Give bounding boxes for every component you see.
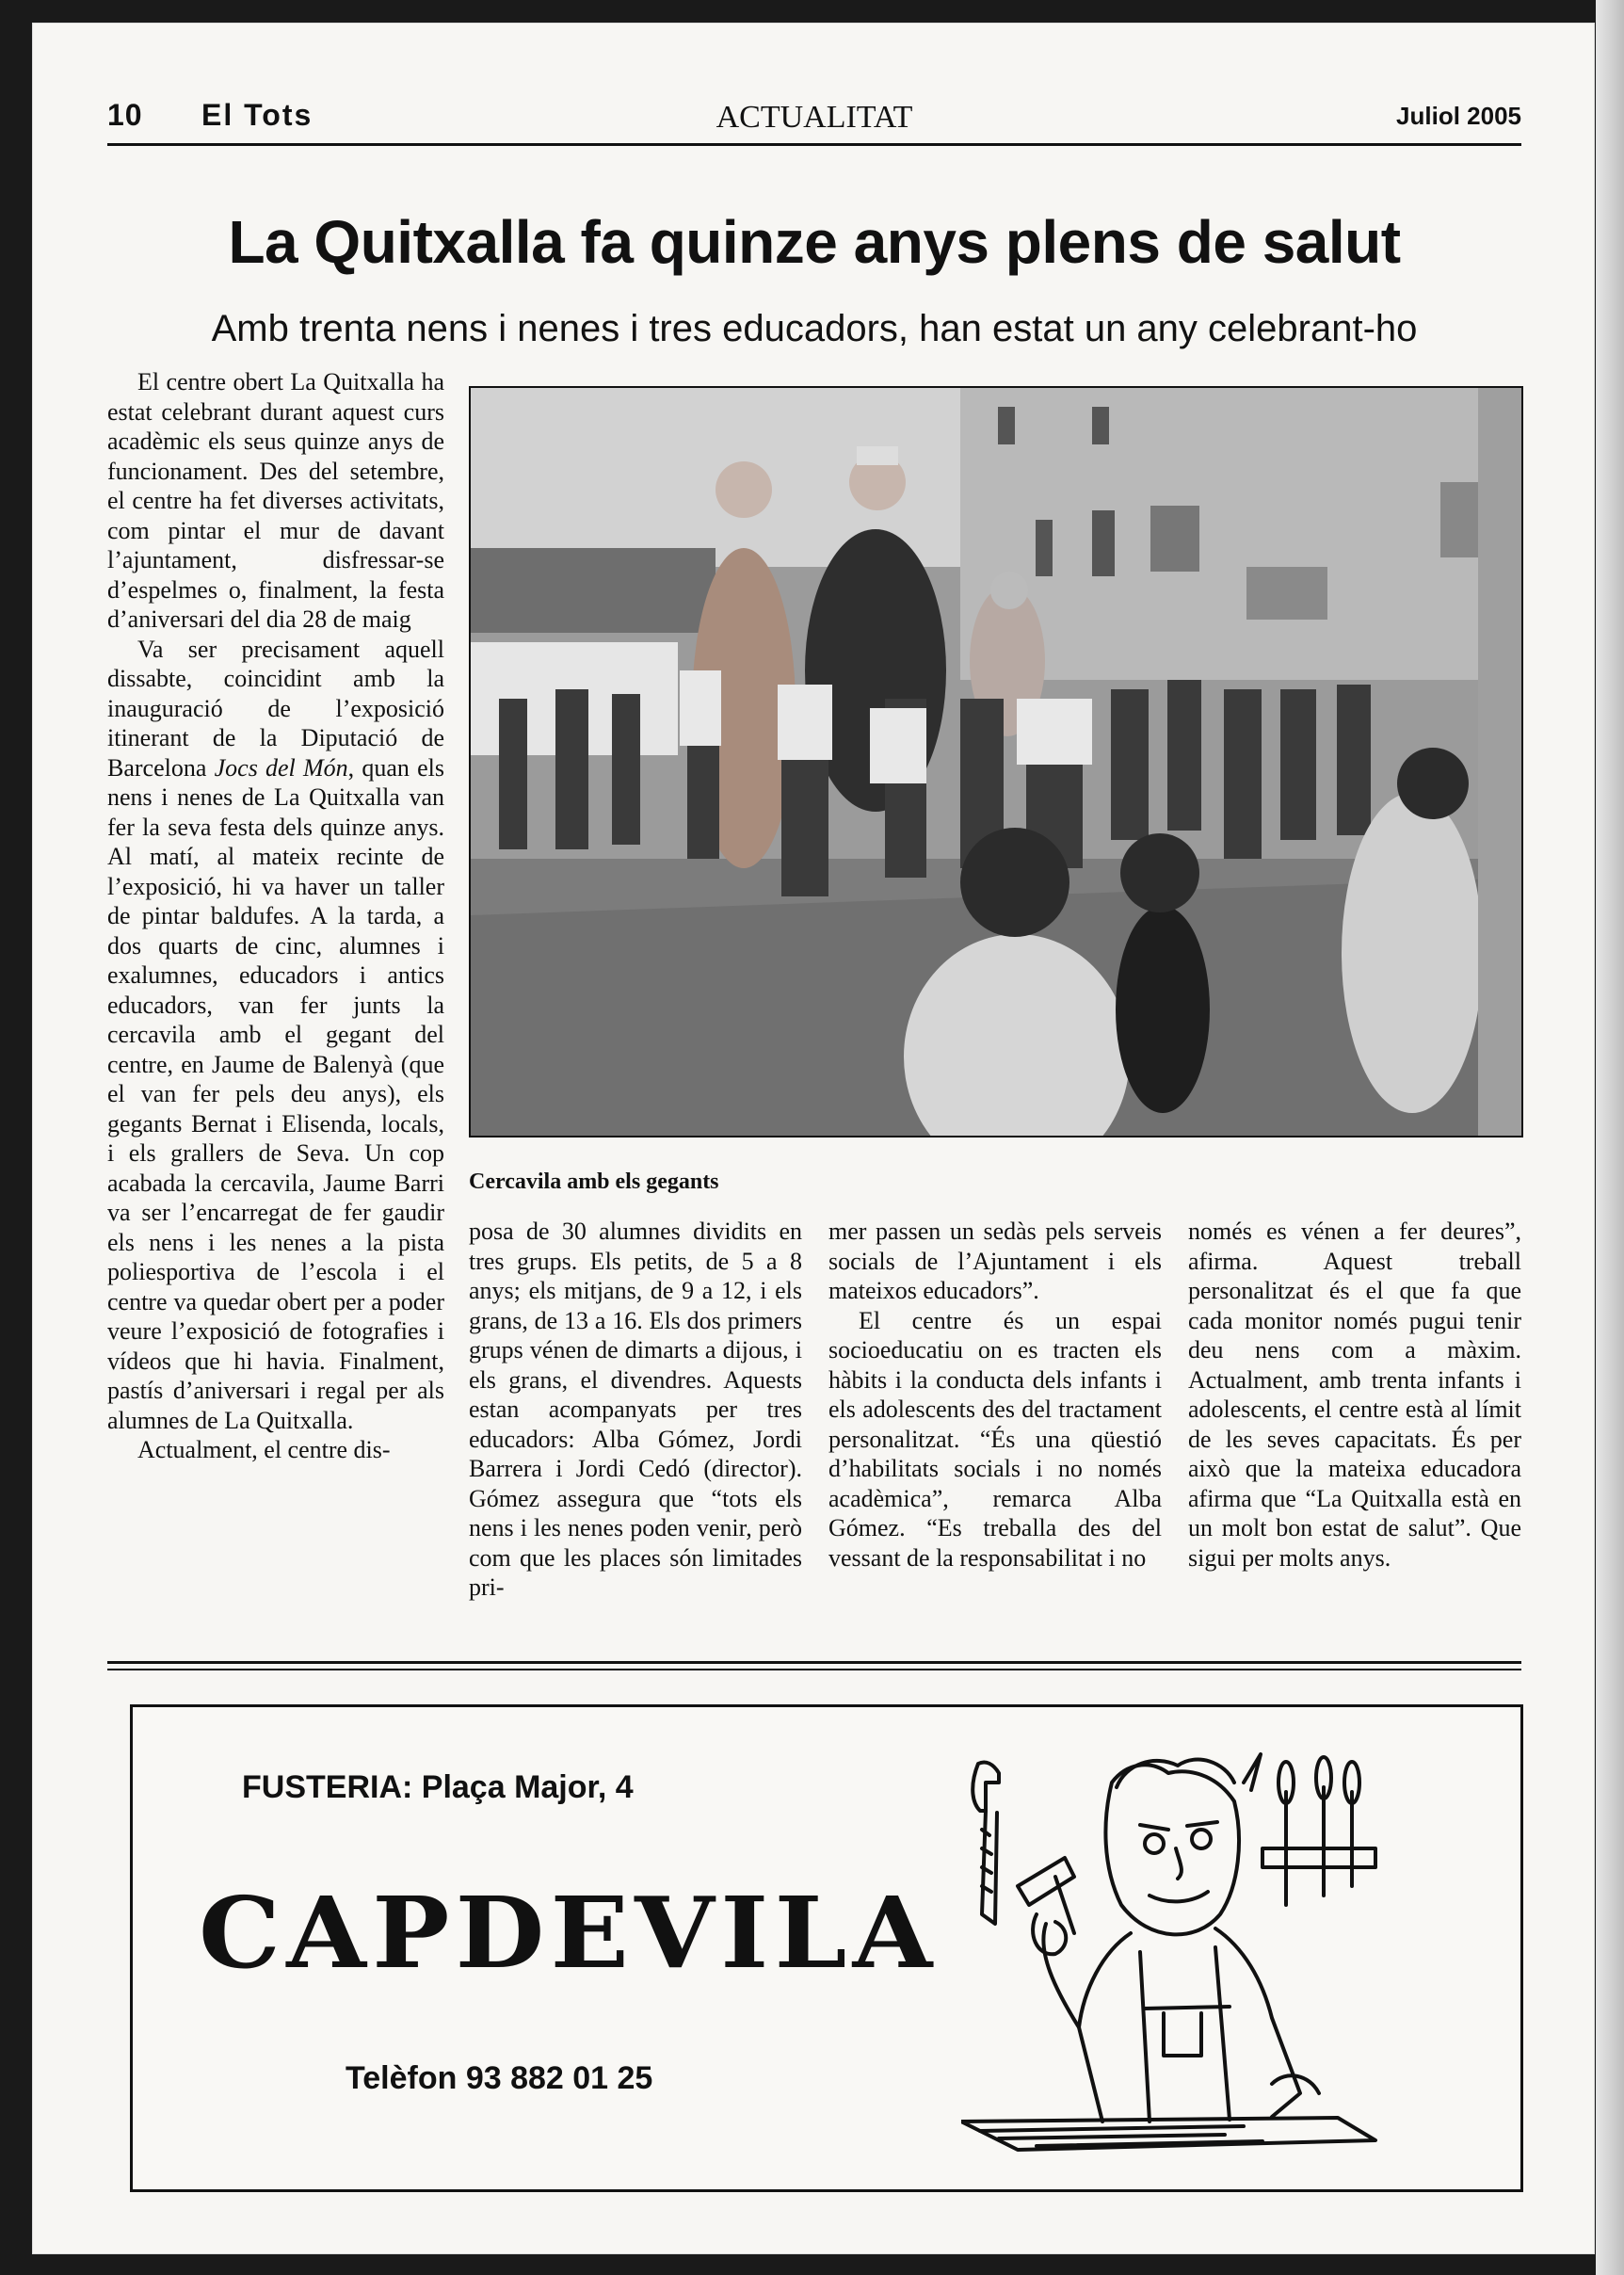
photo-caption: Cercavila amb els gegants (469, 1170, 719, 1194)
ad-brand-name: CAPDEVILA (199, 1875, 939, 1991)
text-column-3 (828, 1217, 1162, 1573)
publication-name: El Tots (201, 98, 314, 132)
header-rule (107, 143, 1521, 146)
newspaper-page (32, 23, 1595, 2254)
section-title: ACTUALITAT (716, 100, 913, 135)
paragraph (107, 635, 444, 1436)
text-column-4 (1188, 1217, 1521, 1573)
ad-address: FUSTERIA: Plaça Major, 4 (242, 1769, 634, 1805)
photo-giants-parade (471, 388, 1521, 1136)
paragraph: El centre obert La Quitxalla ha estat celebrant durant aquest curs acadèmic els seus quinze anys de funcionament. Des del setembre, el centre ha fet diverses activitats, com pintar el mur de davant l’ajuntament, disfressar-se d’espelmes o, finalment, la festa d’aniversari del dia 28 de maig (107, 368, 444, 633)
paragraph-text: Va ser precisament aquell dissabte, coincidint amb la inauguració de l’exposició itinerant de la Diputació de Barcelona (107, 635, 444, 782)
paragraph: només es vénen a fer deures”, afirma. Aquest treball personalitzat és el que fa que cada monitor només pugui tenir deu nens com a màxim. Actualment, amb trenta infants i adolescents, el centre està al límit de les seves capacitats. És per això que la mateixa educadora afirma que “La Quitxalla està en un molt bon estat de salut”. Que sigui per molts anys. (1188, 1218, 1521, 1572)
paragraph: Actualment, el centre dis- (137, 1436, 391, 1463)
ad-phone: Telèfon 93 882 01 25 (346, 2060, 653, 2096)
carpenter-illustration (961, 1745, 1394, 2170)
paragraph: posa de 30 alumnes dividits en tres grups. Els petits, de 5 a 8 anys; els mitjans, de 9 a 12, i els grans, de 13 a 16. Els dos primers grups vénen de dimarts a dijous, i els grans, el divendres. Aquests estan acompanyats per tres educadors: Alba Gómez, Jordi Barrera i Jordi Cedó (director). Gómez assegura que “tots els nens i les nenes poden venir, però com que les places són limitades pri- (469, 1218, 802, 1601)
text-column-1 (107, 367, 444, 1465)
paragraph-text: , quan els nens i nenes de La Quitxalla van fer la seva festa dels quinze anys. Al matí, al mateix recinte de l’exposició, hi va haver un taller de pintar baldufes. A la tarda, a dos quarts de cinc, alumnes i exalumnes, educadors i antics educadors, van fer junts la cercavila amb el gegant del centre, en Jaume de Balenyà (que el van fer pels deu anys), els gegants Bernat i Elisenda, locals, i els grallers de Seva. Un cop acabada la cercavila, Jaume Barri va ser l’encarregat de fer gaudir els nens i les nenes a la pista poliesportiva de l’escola i el centre va quedar obert per a poder veure l’exposició de fotografies i vídeos que hi havia. Finalment, pastís d’aniversari i regal per als alumnes de La Quitxalla. (107, 753, 445, 1434)
text-column-2 (469, 1217, 802, 1603)
section-rule (107, 1661, 1521, 1664)
page-header (107, 98, 1521, 139)
advertisement-box (130, 1704, 1523, 2192)
paragraph: El centre és un espai socioeducatiu on es tracten els hàbits i la conducta dels infants i els adolescents des del tractament personalitzat. “És una qüestió d’habilitats socials i no només acadèmica”, remarca Alba Gómez. “Es treballa des del vessant de la responsabilitat i no (828, 1306, 1162, 1572)
exhibition-title: Jocs del Món (214, 753, 348, 782)
article-subheadline: Amb trenta nens i nenes i tres educadors, han estat un any celebrant-ho (211, 308, 1418, 349)
page-number: 10 (107, 98, 143, 132)
article-headline: La Quitxalla fa quinze anys plens de salut (228, 208, 1401, 276)
section-rule (107, 1669, 1521, 1670)
issue-date: Juliol 2005 (1396, 102, 1521, 130)
paragraph: mer passen un sedàs pels serveis socials de l’Ajuntament i els mateixos educadors”. (828, 1218, 1162, 1304)
page-spine (1596, 0, 1624, 2275)
article-photo (469, 386, 1523, 1138)
